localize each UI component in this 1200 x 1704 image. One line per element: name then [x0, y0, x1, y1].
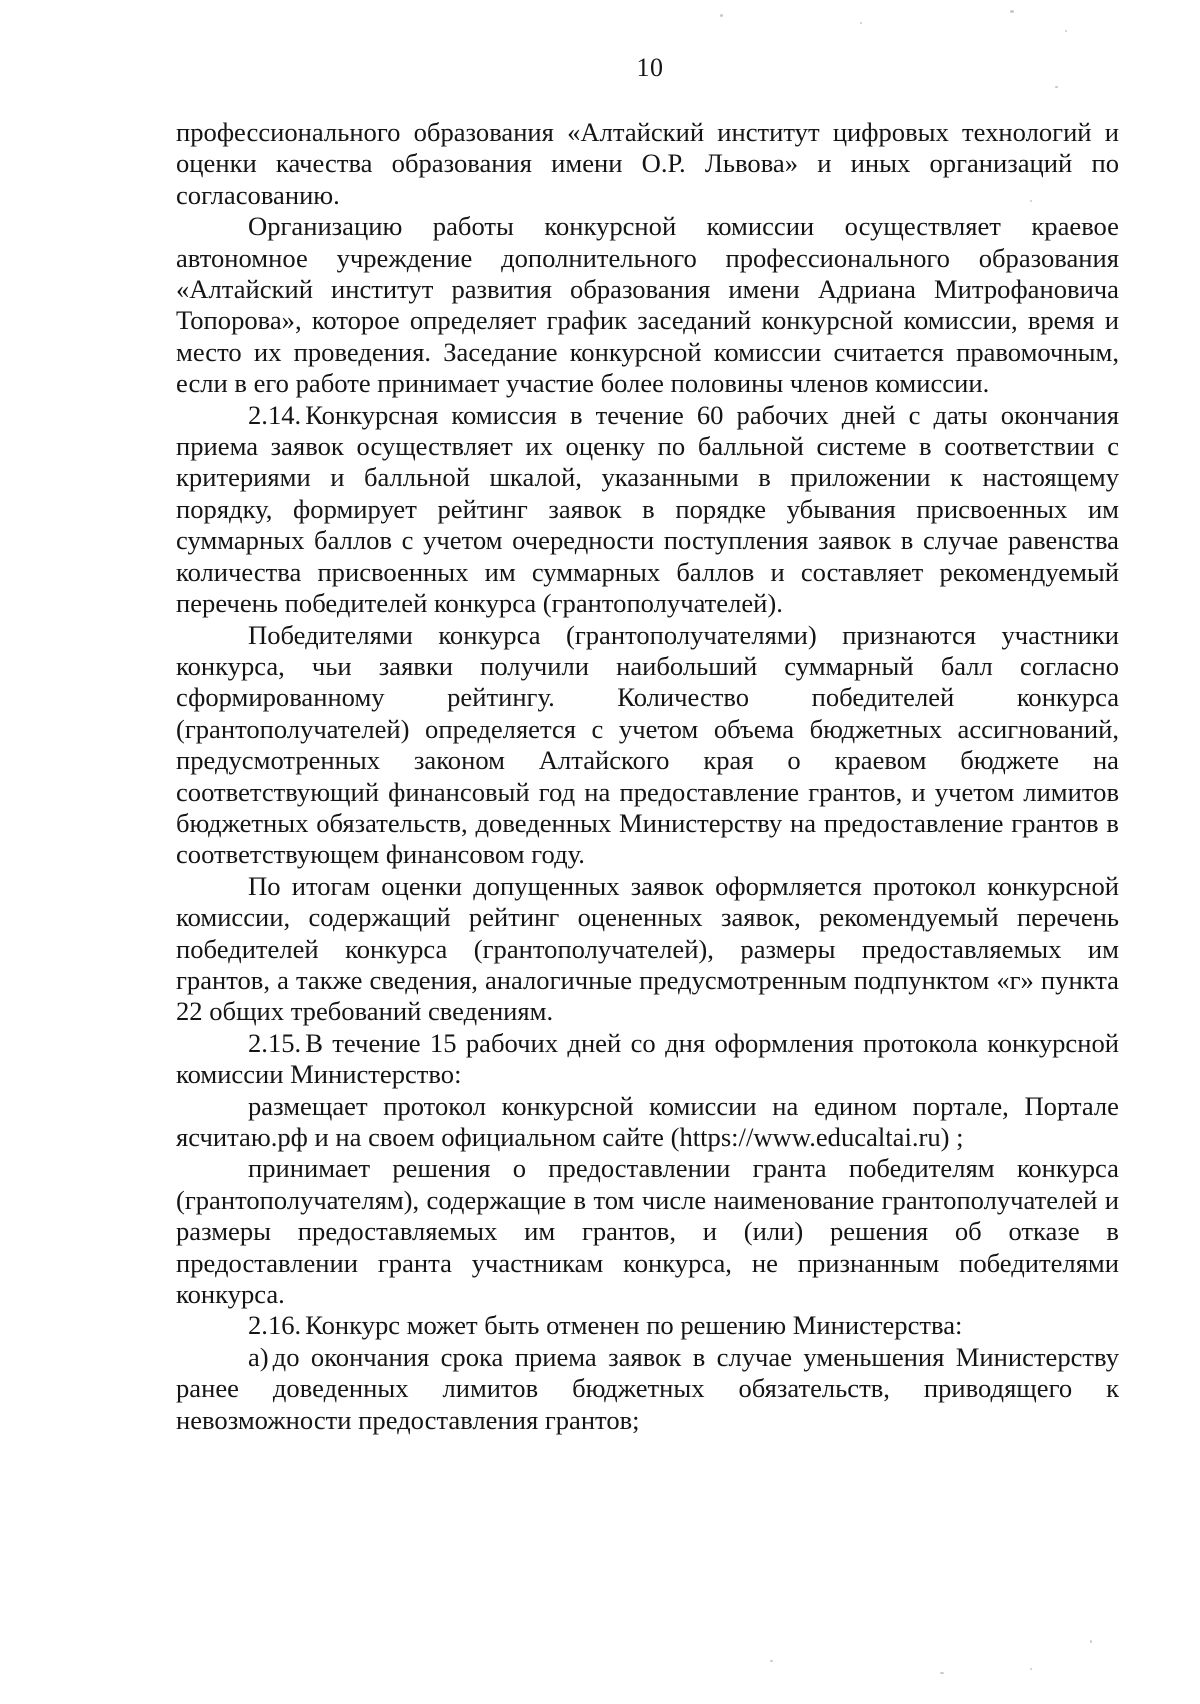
- clause-number: 2.14.: [248, 399, 302, 430]
- clause-number: 2.16.: [248, 1310, 302, 1341]
- paragraph-text: Конкурс может быть отменен по решению Министерства:: [305, 1310, 963, 1341]
- paragraph-publishes: [176, 1091, 1119, 1154]
- paragraph-text: до окончания срока приема заявок в случае уменьшения Министерству ранее доведенных лимитов бюджетных обязательств, приводящего к невозможности предоставления грантов;: [176, 1341, 1119, 1435]
- clause-2-15: [176, 1028, 1119, 1091]
- paragraph-text: Организацию работы конкурсной комиссии осуществляет краевое автономное учреждение дополнительного профессионального образования «Алтайский институт развития образования имени Адриана Митрофановича Топорова», которое определяет график заседаний конкурсной комиссии, время и место их проведения. Заседание конкурсной комиссии считается правомочным, если в его работе принимает участие более половины членов комиссии.: [176, 211, 1119, 399]
- paragraph-organization: [176, 211, 1119, 399]
- paragraph-winners: [176, 620, 1119, 871]
- clause-number: 2.15.: [248, 1027, 302, 1058]
- paragraph-text: Конкурсная комиссия в течение 60 рабочих дней с даты окончания приема заявок осуществляет их оценку по балльной системе в соответствии с критериями и балльной шкалой, указанными в приложении к настоящему порядку, формирует рейтинг заявок в порядке убывания присвоенных им суммарных баллов с учетом очередности поступления заявок в случае равенства количества присвоенных им суммарных баллов и составляет рекомендуемый перечень победителей конкурса (грантополучателей).: [176, 399, 1119, 619]
- clause-number: а): [248, 1341, 269, 1372]
- paragraph-decisions: [176, 1153, 1119, 1310]
- paragraph-text: По итогам оценки допущенных заявок оформляется протокол конкурсной комиссии, содержащий рейтинг оцененных заявок, рекомендуемый перечень победителей конкурса (грантополучателей), размеры предоставляемых им грантов, а также сведения, аналогичные предусмотренным подпунктом «г» пункта 22 общих требований сведениям.: [176, 870, 1119, 1027]
- paragraph-text: размещает протокол конкурсной комиссии на едином портале, Портале ясчитаю.рф и на своем официальном сайте (https://www.educaltai.ru) ;: [176, 1090, 1119, 1152]
- paragraph-continuation: [176, 117, 1119, 211]
- paragraph-text: В течение 15 рабочих дней со дня оформления протокола конкурсной комиссии Министерство:: [176, 1027, 1119, 1090]
- clause-2-16: [176, 1310, 1119, 1341]
- page-number: 10: [636, 53, 664, 82]
- paragraph-text: профессионального образования «Алтайский институт цифровых технологий и оценки качества образования имени О.Р. Львова» и иных организаций по согласованию.: [176, 117, 1119, 210]
- paragraph-text: принимает решения о предоставлении гранта победителям конкурса (грантополучателям), содержащие в том числе наименование грантополучателей и размеры предоставляемых им грантов, и (или) решения об отказе в предоставлении гранта участникам конкурса, не признанным победителями конкурса.: [176, 1153, 1119, 1310]
- paragraph-text: Победителями конкурса (грантополучателями) признаются участники конкурса, чьи заявки получили наибольший суммарный балл согласно сформированному рейтингу. Количество победителей конкурса (грантополучателей) определяется с учетом объема бюджетных ассигнований, предусмотренных законом Алтайского края о краевом бюджете на соответствующий финансовый год на предоставление грантов, и учетом лимитов бюджетных обязательств, доведенных Министерству на предоставление грантов в соответствующем финансовом году.: [176, 619, 1119, 870]
- subclause-a: [176, 1342, 1119, 1436]
- document-body: [176, 117, 1119, 1436]
- clause-2-14: [176, 400, 1119, 620]
- paragraph-protocol: [176, 871, 1119, 1028]
